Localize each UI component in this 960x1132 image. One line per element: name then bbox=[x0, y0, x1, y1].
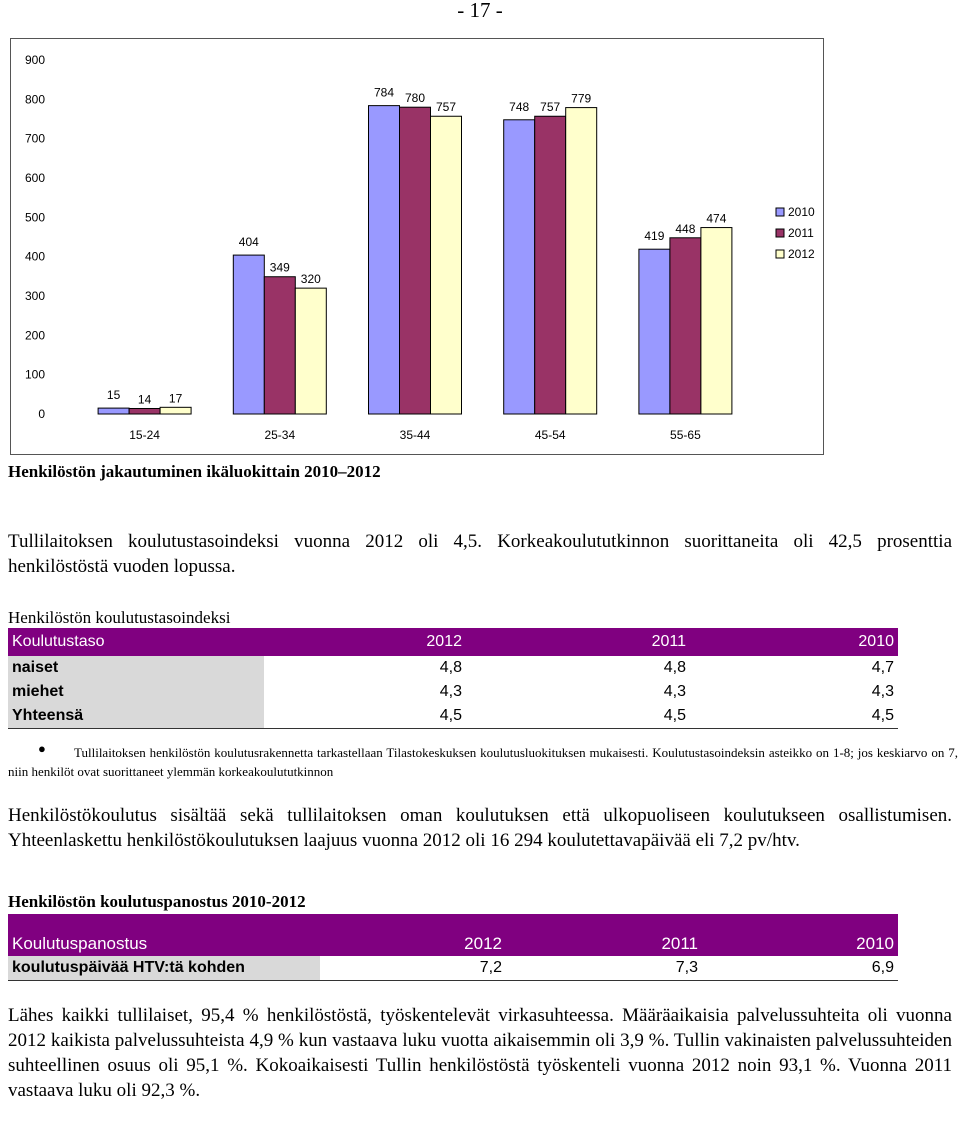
x-tick-label: 45-54 bbox=[534, 428, 566, 442]
bar bbox=[535, 116, 566, 414]
bar bbox=[701, 228, 732, 414]
bar bbox=[233, 255, 264, 414]
table1-header-level: Koulutustaso bbox=[8, 628, 264, 656]
legend-swatch bbox=[776, 208, 784, 216]
legend-label: 2010 bbox=[788, 205, 815, 219]
paragraph-training: Henkilöstökoulutus sisältää sekä tullilaitoksen oman koulutuksen että ulkopuoliseen koulutukseen osallistumisen. Yhteenlaskettu henkilöstökoulutuksen laajuus vuonna 2012 oli 16 294 koulutettavapäivää eli 7,2 pv/htv. bbox=[8, 805, 952, 851]
table-row bbox=[8, 656, 898, 680]
bar bbox=[639, 249, 670, 414]
row-label: miehet bbox=[8, 680, 264, 704]
bar bbox=[160, 407, 191, 414]
table2-header-row bbox=[8, 914, 898, 956]
data-label: 349 bbox=[269, 260, 290, 275]
chart-caption: Henkilöstön jakautuminen ikäluokittain 2010–2012 bbox=[8, 462, 381, 481]
bar bbox=[295, 288, 326, 414]
table2-header-2012: 2012 bbox=[320, 914, 506, 956]
table2-header-2010: 2010 bbox=[702, 914, 898, 956]
bar bbox=[566, 108, 597, 414]
legend-swatch bbox=[776, 229, 784, 237]
cell: 7,2 bbox=[320, 956, 506, 981]
row-label: Yhteensä bbox=[8, 704, 264, 729]
table-row bbox=[8, 704, 898, 729]
cell: 4,3 bbox=[439, 683, 462, 700]
data-label: 17 bbox=[168, 391, 183, 406]
data-label: 404 bbox=[238, 235, 259, 250]
age-distribution-chart bbox=[10, 38, 824, 455]
training-investment-table bbox=[8, 914, 898, 981]
cell: 4,7 bbox=[871, 659, 894, 676]
data-label: 419 bbox=[644, 229, 665, 244]
x-tick-label: 55-65 bbox=[670, 428, 701, 442]
education-index-table bbox=[8, 628, 898, 729]
y-tick-label: 100 bbox=[24, 367, 45, 382]
data-label: 474 bbox=[706, 211, 727, 226]
table1-title: Henkilöstön koulutustasoindeksi bbox=[8, 608, 231, 627]
cell: 4,5 bbox=[690, 704, 898, 729]
y-tick-label: 300 bbox=[24, 289, 45, 303]
cell: 4,3 bbox=[871, 683, 894, 700]
paragraph-education-index: Tullilaitoksen koulutustasoindeksi vuonna 2012 oli 4,5. Korkeakoulututkinnon suorittaneita oli 42,5 prosenttia henkilöstöstä vuoden lopussa. bbox=[8, 531, 952, 577]
table-row bbox=[8, 680, 898, 704]
chart-svg bbox=[11, 39, 823, 454]
y-tick-label: 900 bbox=[24, 53, 45, 67]
x-tick-label: 35-44 bbox=[399, 428, 431, 442]
table2-header-2011: 2011 bbox=[506, 914, 702, 956]
bar bbox=[504, 120, 535, 414]
y-tick-label: 600 bbox=[24, 171, 45, 185]
table2-title: Henkilöstön koulutuspanostus 2010-2012 bbox=[8, 892, 306, 911]
cell: 6,9 bbox=[702, 956, 898, 981]
bar bbox=[431, 116, 462, 414]
y-tick-label: 500 bbox=[24, 210, 45, 225]
table1-header-2010: 2010 bbox=[690, 628, 898, 656]
table1-header-row bbox=[8, 628, 898, 656]
x-tick-label: 15-24 bbox=[129, 428, 160, 442]
row-label: koulutuspäivää HTV:tä kohden bbox=[8, 956, 320, 981]
data-label: 780 bbox=[404, 91, 426, 106]
bar bbox=[98, 408, 129, 414]
legend-swatch bbox=[776, 250, 784, 258]
x-tick-label: 25-34 bbox=[264, 428, 296, 442]
table-row bbox=[8, 956, 898, 981]
data-label: 14 bbox=[137, 392, 152, 407]
table1-note: Tullilaitoksen henkilöstön koulutusrakennetta tarkastellaan Tilastokeskuksen koulutusluokituksen mukaisesti. Koulutustasoindeksin asteikko on 1-8; jos keskiarvo on 7, niin henkilöt ovat suorittaneet ylemmän korkeakoulututkinnon bbox=[8, 745, 958, 779]
bar bbox=[400, 107, 431, 414]
y-tick-label: 0 bbox=[38, 407, 45, 421]
bar bbox=[670, 238, 701, 414]
table2-header-label: Koulutuspanostus bbox=[8, 914, 320, 956]
legend-label: 2012 bbox=[788, 247, 815, 261]
bullet-icon: ● bbox=[38, 741, 46, 756]
bar bbox=[369, 106, 400, 414]
legend-label: 2011 bbox=[788, 226, 814, 240]
row-label: naiset bbox=[8, 656, 264, 680]
bar bbox=[129, 408, 160, 414]
data-label: 448 bbox=[675, 221, 696, 236]
data-label: 757 bbox=[540, 100, 561, 115]
bar bbox=[264, 277, 295, 414]
data-label: 757 bbox=[435, 100, 457, 115]
page-number: - 17 - bbox=[457, 0, 503, 22]
table1-header-2012: 2012 bbox=[264, 628, 466, 656]
cell: 7,3 bbox=[506, 956, 702, 981]
data-label: 784 bbox=[373, 85, 395, 100]
y-tick-label: 200 bbox=[24, 328, 45, 343]
data-label: 320 bbox=[300, 272, 321, 287]
cell: 4,5 bbox=[466, 704, 690, 729]
cell: 4,8 bbox=[439, 659, 462, 676]
cell: 4,3 bbox=[663, 683, 686, 700]
paragraph-employment: Lähes kaikki tullilaiset, 95,4 % henkilöstöstä, työskentelevät virkasuhteessa. Määräaikaisia palvelussuhteita oli vuonna 2012 kaikista palvelussuhteista 4,9 % kun vastaava luku vuotta aikaisemmin oli 3,9 %. Tullin vakinaisten palvelussuhteiden suhteellinen osuus oli 95,1 %. Kokoaikaisesti Tullin henkilöstöstä työskenteli vuonna 2012 noin 93,1 %. Vuonna 2011 vastaava luku oli 92,3 %. bbox=[8, 1005, 952, 1101]
data-label: 15 bbox=[106, 388, 121, 403]
table1-header-2011: 2011 bbox=[466, 628, 690, 656]
data-label: 779 bbox=[571, 91, 592, 106]
data-label: 748 bbox=[509, 99, 530, 114]
cell: 4,8 bbox=[663, 659, 686, 676]
cell: 4,5 bbox=[264, 704, 466, 729]
y-tick-label: 800 bbox=[24, 92, 45, 107]
y-tick-label: 700 bbox=[24, 131, 45, 146]
y-tick-label: 400 bbox=[24, 249, 45, 264]
